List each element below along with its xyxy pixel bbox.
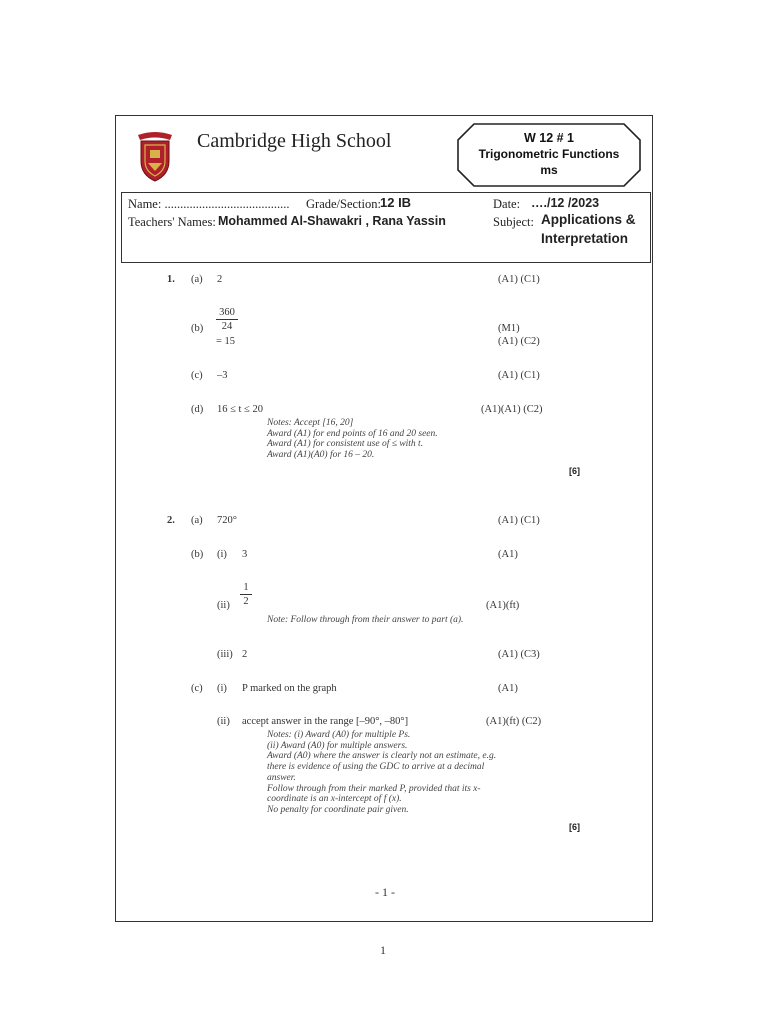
q2bii-denominator: 2: [243, 596, 249, 607]
q2cii-note-line: coordinate is an x-intercept of f (x).: [267, 794, 402, 805]
q2bii-numerator: 1: [243, 582, 249, 593]
q2cii-answer: accept answer in the range [–90°, –80°]: [242, 716, 409, 727]
q1b-result: = 15: [216, 336, 236, 347]
worksheet-title: [456, 130, 642, 178]
teachers-value: Mohammed Al-Shawakri , Rana Yassin: [218, 214, 446, 228]
page-footer-label: - 1 -: [375, 885, 395, 899]
q2cii-note-line: (ii) Award (A0) for multiple answers.: [267, 740, 408, 751]
q1d-answer: 16 ≤ t ≤ 20: [217, 404, 263, 415]
outer-page-number: 1: [380, 943, 386, 957]
student-info-box: [121, 192, 651, 263]
q2bii-marks: (A1)(ft): [486, 600, 520, 611]
q1d-note-line: Award (A1)(A0) for 16 – 20.: [267, 450, 375, 461]
worksheet-topic: Trigonometric Functions: [478, 147, 620, 161]
worksheet-code: W 12 # 1: [523, 131, 575, 145]
q2ci-marks: (A1): [498, 683, 518, 694]
q2a-marks: (A1) (C1): [498, 515, 540, 526]
q2bi-label: (i): [217, 549, 227, 560]
q1d-note-line: Award (A1) for consistent use of ≤ with t.: [267, 439, 424, 450]
q2bii-fraction: [240, 582, 252, 607]
q2-number: 2.: [167, 515, 175, 526]
document-page: [115, 115, 653, 922]
school-name: Cambridge High School: [197, 130, 392, 152]
q1b-fraction: [216, 307, 238, 332]
q2bii-label: (ii): [217, 600, 230, 611]
q2bi-answer: 3: [242, 549, 248, 560]
q1b-marks: (A1) (C2): [498, 336, 540, 347]
q2a-answer: 720°: [217, 515, 237, 526]
q1a-answer: 2: [217, 274, 223, 285]
q1c-marks: (A1) (C1): [498, 370, 540, 381]
q2cii-label: (ii): [217, 716, 230, 727]
q1b-numerator: 360: [219, 307, 235, 318]
school-crest-logo: [136, 131, 174, 183]
q1d-note-line: Notes: Accept [16, 20]: [267, 418, 354, 428]
q2ci-label: (i): [217, 683, 227, 694]
q1a-marks: (A1) (C1): [498, 274, 540, 285]
q2cii-marks: (A1)(ft) (C2): [486, 716, 542, 727]
q2bi-marks: (A1): [498, 549, 518, 560]
q2biii-answer: 2: [242, 649, 248, 660]
q1-number: 1.: [167, 274, 175, 285]
worksheet-type: ms: [540, 163, 558, 177]
q2cii-note-line: answer.: [267, 772, 296, 783]
date-label: Date:: [493, 197, 521, 211]
teachers-label: Teachers' Names:: [128, 215, 216, 229]
q1c-answer: –3: [217, 370, 228, 381]
q1b-denominator: 24: [221, 321, 233, 332]
q2c-label: (c): [191, 683, 203, 694]
q1d-marks: (A1)(A1) (C2): [481, 404, 543, 415]
subject-label: Subject:: [493, 215, 534, 229]
grade-value: 12 IB: [380, 195, 412, 210]
subject-value-line1: Applications &: [541, 212, 636, 227]
name-field: Name: ........................................: [128, 197, 290, 211]
q2cii-note-line: No penalty for coordinate pair given.: [267, 804, 409, 815]
q1c-label: (c): [191, 370, 203, 381]
q2cii-note-line: Follow through from their marked P, provided that its x-: [267, 783, 481, 794]
subject-value-line2: Interpretation: [541, 231, 629, 246]
q2biii-marks: (A1) (C3): [498, 649, 540, 660]
q2cii-note-line: there is evidence of using the GDC to arrive at a decimal: [267, 762, 485, 773]
q2-total-marks: [6]: [569, 822, 580, 832]
grade-label: Grade/Section:: [306, 197, 381, 211]
date-value: …./12 /2023: [531, 196, 600, 210]
q1d-note-line: Award (A1) for end points of 16 and 20 seen.: [267, 428, 438, 439]
q2ci-answer: P marked on the graph: [242, 683, 337, 694]
q2cii-note-line: Award (A0) where the answer is clearly not an estimate, e.g.: [267, 751, 497, 762]
q1-total-marks: [6]: [569, 466, 580, 476]
q2a-label: (a): [191, 515, 203, 526]
q1d-notes: [267, 418, 438, 461]
q1d-label: (d): [191, 404, 204, 415]
q1a-label: (a): [191, 274, 203, 285]
q2cii-note-line: Notes: (i) Award (A0) for multiple Ps.: [267, 730, 411, 740]
q2bii-note: Note: Follow through from their answer to part (a).: [267, 615, 464, 625]
q2b-label: (b): [191, 549, 204, 560]
q2cii-notes: [267, 730, 496, 816]
q2biii-label: (iii): [217, 649, 233, 660]
q1b-label: (b): [191, 323, 204, 334]
q1b-method-mark: (M1): [498, 323, 520, 334]
